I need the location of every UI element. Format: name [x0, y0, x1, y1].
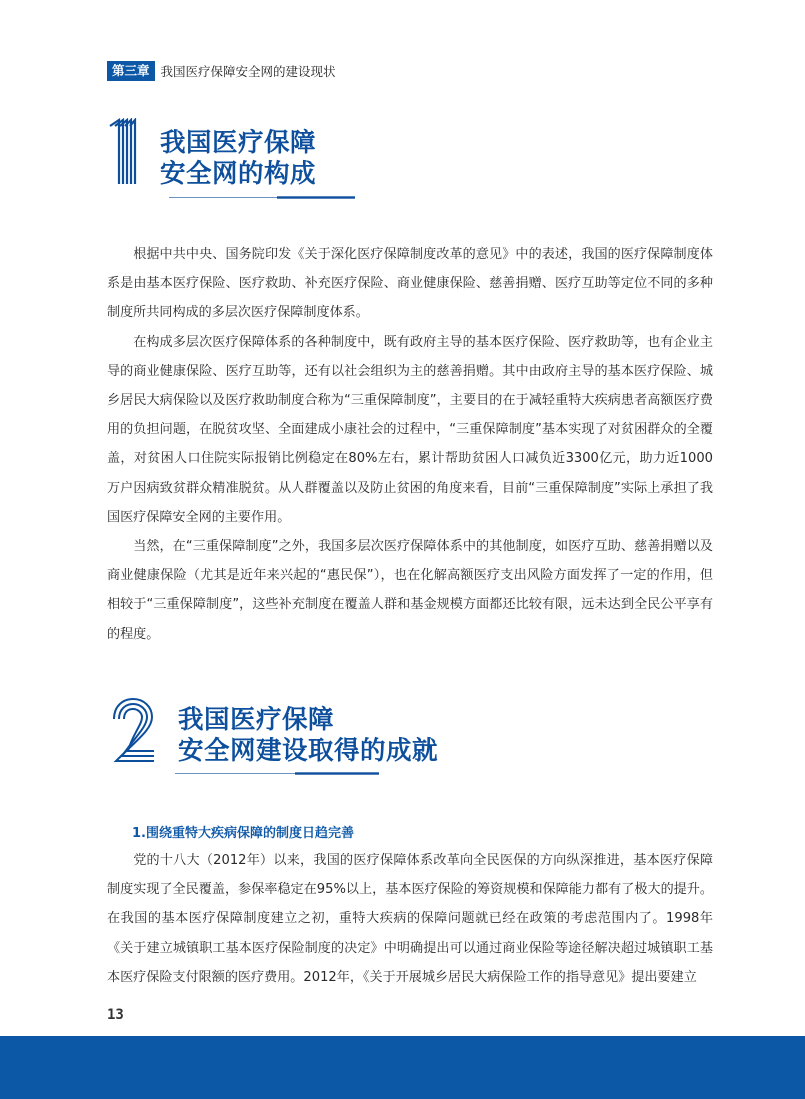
- section-1-body: [107, 240, 713, 649]
- section-2-title-line2: 安全网建设取得的成就: [178, 736, 439, 766]
- chapter-tag: 第三章: [107, 61, 155, 81]
- paragraph: 根据中共中央、国务院印发《关于深化医疗保障制度改革的意见》中的表述，我国的医疗保障制度体系是由基本医疗保险、医疗救助、补充医疗保险、商业健康保险、慈善捐赠、医疗互助等定位不同的多种制度所共同构成的多层次医疗保障制度体系。: [107, 247, 713, 321]
- chapter-title: 我国医疗保障安全网的建设现状: [160, 64, 336, 79]
- section-1-title: [160, 128, 316, 190]
- section-1-rule: [107, 196, 417, 199]
- section-2-rule: [107, 772, 447, 775]
- section-1-title-line2: 安全网的构成: [160, 159, 317, 189]
- footer-band: [0, 1036, 805, 1099]
- section-2-body: [107, 846, 713, 992]
- section-2-title: [178, 705, 438, 767]
- section-2-numeral: [108, 697, 158, 765]
- section-2-title-line1: 我国医疗保障: [178, 705, 335, 735]
- paragraph: 当然，在“三重保障制度”之外，我国多层次医疗保障体系中的其他制度，如医疗互助、慈善捐赠以及商业健康保险（尤其是近年来兴起的“惠民保”），也在化解高额医疗支出风险方面发挥了一定的作用，但相较于“三重保障制度”，这些补充制度在覆盖人群和基金规模方面都还比较有限，远未达到全民公平享有的程度。: [107, 539, 713, 642]
- paragraph: 党的十八大（2012年）以来，我国的医疗保障体系改革向全民医保的方向纵深推进，基本医疗保障制度实现了全民覆盖，参保率稳定在95%以上，基本医疗保险的筹资规模和保障能力都有了极大的提升。在我国的基本医疗保障制度建立之初，重特大疾病的保障问题就已经在政策的考虑范围内了。1998年《关于建立城镇职工基本医疗保险制度的决定》中明确提出可以通过商业保险等途径解决超过城镇职工基本医疗保险支付限额的医疗费用。2012年，《关于开展城乡居民大病保险工作的指导意见》提出要建立: [107, 853, 713, 985]
- section-1-numeral: [106, 118, 142, 186]
- section-1-title-line1: 我国医疗保障: [160, 128, 317, 158]
- chapter-header: [107, 60, 336, 82]
- section-2-subheading: 1.围绕重特大疾病保障的制度日趋完善: [132, 826, 354, 841]
- paragraph: 在构成多层次医疗保障体系的各种制度中，既有政府主导的基本医疗保险、医疗救助等，也有企业主导的商业健康保险、医疗互助等，还有以社会组织为主的慈善捐赠。其中由政府主导的基本医疗保险、城乡居民大病保险以及医疗救助制度合称为“三重保障制度”，主要目的在于减轻重特大疾病患者高额医疗费用的负担问题，在脱贫攻坚、全面建成小康社会的过程中，“三重保障制度”基本实现了对贫困群众的全覆盖，对贫困人口住院实际报销比例稳定在80%左右，累计帮助贫困人口减负近3300亿元，助力近1000万户因病致贫群众精准脱贫。从人群覆盖以及防止贫困的角度来看，目前“三重保障制度”实际上承担了我国医疗保障安全网的主要作用。: [107, 334, 713, 525]
- page-number: 13: [107, 1007, 124, 1023]
